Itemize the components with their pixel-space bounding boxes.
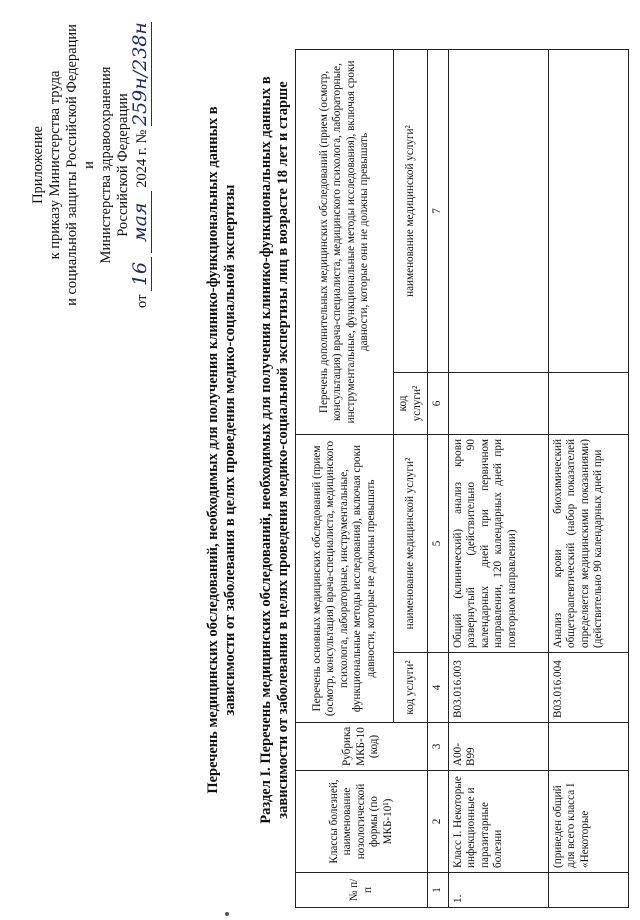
handwritten-number: 259н/238н <box>129 22 151 127</box>
appendix-date-line <box>129 0 152 330</box>
handwritten-day: 16 <box>129 261 151 287</box>
subheader-name: наименование медицинской услуги² <box>394 50 428 373</box>
row-rubric: A00-B99 <box>448 723 548 771</box>
row-disease: Класс I. Некоторые инфекционные и паразитарные болезни <box>448 771 548 873</box>
row-code: B03.016.003 <box>448 653 548 723</box>
column-number: 7 <box>428 50 449 373</box>
row-disease: (приведен общий для всего класса I «Некоторые <box>548 771 628 873</box>
row-service-name: Общий (клинический) анализ крови развернутый (действительно 90 календарных дней при первичном направлении, 120 календарных дней при повторном направлении) <box>448 435 548 653</box>
column-number: 1 <box>428 873 449 908</box>
row-num <box>548 873 628 908</box>
appendix-line: Министерства здравоохранения <box>98 66 114 264</box>
column-number: 6 <box>428 373 449 435</box>
column-number-row <box>428 50 449 908</box>
row-rubric <box>548 723 628 771</box>
document-title: Перечень медицинских обследований, необходимых для получения клинико-функциональных данных в зависимости от заболевания в целях проведения медико-социальной экспертизы <box>205 106 238 794</box>
column-number: 2 <box>428 771 449 873</box>
header-classes: Классы болезней, наименование нозологической формы (по МКБ-10¹) <box>296 771 428 873</box>
row-add-name <box>448 50 548 373</box>
row-add-code <box>548 373 628 435</box>
table-row <box>448 50 548 908</box>
subheader-code: код услуги² <box>394 653 428 723</box>
row-num: 1. <box>448 873 548 908</box>
section-title: Раздел I. Перечень медицинских обследований, необходимых для получения клинико-функциональных данных в зависимости от заболевания в целях проведения медико-социальной экспертизы лиц в возрасте 18 лет и старше <box>258 76 291 824</box>
examinations-table <box>295 49 629 908</box>
column-number: 5 <box>428 435 449 653</box>
appendix-line: Приложение <box>30 126 46 204</box>
appendix-block <box>30 0 152 330</box>
date-prefix: от <box>134 294 150 308</box>
header-additional-exams: Перечень дополнительных медицинских обследований (прием (осмотр, консультация) врача-специалиста, медицинского психолога, лабораторные, инструментальные, функциональные методы исследования), включая сроки давности, которые они не должны превышать <box>296 50 394 435</box>
subheader-name: наименование медицинской услуги² <box>394 435 428 653</box>
column-number: 3 <box>428 723 449 771</box>
row-add-code <box>448 373 548 435</box>
subheader-code: код услуги² <box>394 373 428 435</box>
year-text: 2024 г. № <box>134 129 150 188</box>
row-code: B03.016.004 <box>548 653 628 723</box>
header-basic-exams: Перечень основных медицинских обследований (прием (осмотр, консультация) врача-специалиста, медицинского психолога, лабораторные, инструментальные, функциональные методы исследования), включая сроки давности, которые не должны превышать <box>296 435 394 723</box>
row-add-name <box>548 50 628 373</box>
header-rubric: Рубрика МКБ-10 (код) <box>296 723 428 771</box>
header-row <box>296 50 394 908</box>
scan-speck <box>225 912 229 916</box>
row-service-name: Анализ крови биохимический общетерапевтический (набор показателей определяется медицинскими показаниями) (действительно 90 календарных дней при <box>548 435 628 653</box>
handwritten-month: мая <box>129 202 151 243</box>
header-num: № п/п <box>296 873 428 908</box>
column-number: 4 <box>428 653 449 723</box>
appendix-line: к приказу Министерства труда <box>47 70 63 260</box>
appendix-line: и <box>81 161 97 169</box>
table-row <box>548 50 628 908</box>
appendix-line: и социальной защиты Российской Федерации <box>64 24 80 306</box>
appendix-line: Российской Федерации <box>115 93 131 237</box>
